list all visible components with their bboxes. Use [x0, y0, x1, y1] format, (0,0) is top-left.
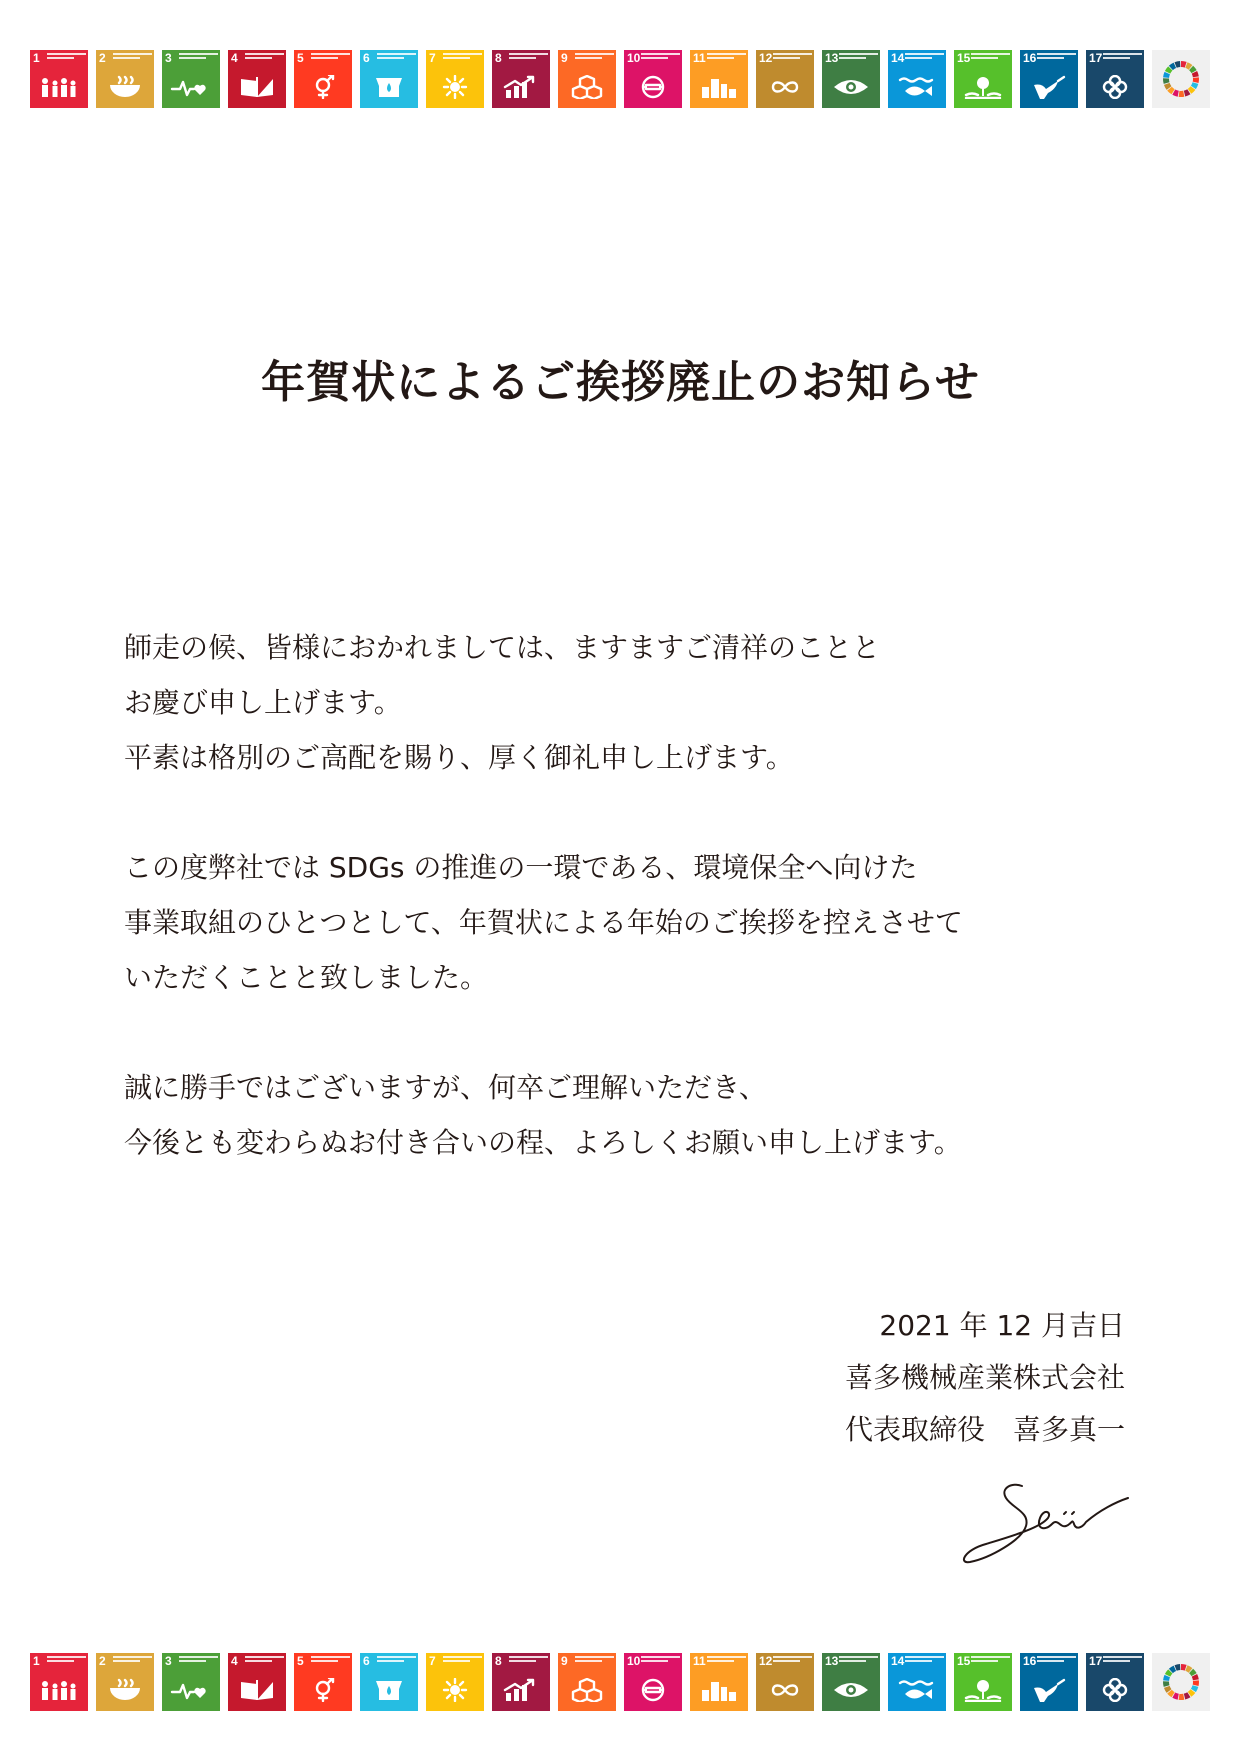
sdg-goal-number: 9: [561, 51, 568, 65]
sdg-goal-number: 15: [957, 51, 971, 65]
handwritten-signature: [960, 1478, 1130, 1568]
sdg-goal-tile: [690, 50, 748, 108]
sdg-goal-tile: [1086, 50, 1144, 108]
sdg-goal-tile: [360, 50, 418, 108]
closing-paragraph: [124, 1060, 1124, 1170]
sdg-goal-tile: [558, 50, 616, 108]
sdg-goal-tile: [162, 1653, 220, 1711]
company-name: 喜多機械産業株式会社: [844, 1361, 1125, 1394]
sdg-goal-tile: [954, 1653, 1012, 1711]
sdg-goal-tile: [1086, 1653, 1144, 1711]
sdg-goal-number: 15: [957, 1654, 971, 1668]
sdg-goal-number: 13: [825, 51, 839, 65]
letter-closing: [845, 1300, 1125, 1456]
sdg-goal-number: 1: [33, 1654, 40, 1668]
letter-date: 2021 年 12 月吉日: [879, 1309, 1125, 1342]
sdg-goal-number: 3: [165, 1654, 172, 1668]
tree-icon: [954, 1671, 1012, 1708]
sdg-goal-tile: [756, 50, 814, 108]
signatory-name: 代表取締役 喜多真一: [844, 1413, 1125, 1446]
dove-icon: [1020, 68, 1078, 105]
sdg-goal-number: 14: [891, 1654, 905, 1668]
gender-equality-icon: [294, 1671, 352, 1708]
sdg-goal-tile: [822, 50, 880, 108]
eye-globe-icon: [822, 1671, 880, 1708]
sdg-goal-tile: [426, 50, 484, 108]
sdg-goal-tile: [30, 1653, 88, 1711]
sdg-goal-number: 4: [231, 51, 238, 65]
sdg-banner-top: [30, 50, 1218, 108]
page-title: 年賀状によるご挨拶廃止のお知らせ: [261, 357, 980, 408]
water-drop-icon: [360, 68, 418, 105]
heartbeat-icon: [162, 1671, 220, 1708]
sdg-goal-number: 5: [297, 51, 304, 65]
body-line: 誠に勝手ではございますが、何卒ご理解いただき、: [124, 1071, 767, 1104]
sdg-goal-tile: [360, 1653, 418, 1711]
sdg-goal-number: 7: [429, 51, 436, 65]
sdg-goal-tile: [624, 1653, 682, 1711]
sdg-goal-tile: [228, 1653, 286, 1711]
growth-chart-icon: [492, 68, 550, 105]
city-buildings-icon: [690, 68, 748, 105]
sdg-goal-tile: [690, 1653, 748, 1711]
sun-icon: [426, 1671, 484, 1708]
cubes-icon: [558, 68, 616, 105]
body-line: お慶び申し上げます。: [124, 686, 402, 719]
sdg-goal-number: 12: [759, 51, 773, 65]
sdg-goal-number: 6: [363, 51, 370, 65]
sdg-goal-tile: [426, 1653, 484, 1711]
sdg-goal-number: 11: [693, 1654, 706, 1668]
water-drop-icon: [360, 1671, 418, 1708]
equality-arrows-icon: [624, 68, 682, 105]
sdg-goal-number: 2: [99, 51, 106, 65]
sdg-goal-number: 16: [1023, 51, 1037, 65]
sdg-goal-number: 2: [99, 1654, 106, 1668]
dove-icon: [1020, 1671, 1078, 1708]
sdg-goal-tile: [1020, 1653, 1078, 1711]
announcement-paragraph: [124, 840, 1124, 1005]
sdg-goal-number: 3: [165, 51, 172, 65]
family-icon: [30, 1671, 88, 1708]
sdg-goal-tile: [756, 1653, 814, 1711]
gender-equality-icon: [294, 68, 352, 105]
sdg-goal-number: 17: [1089, 1654, 1103, 1668]
body-line: 事業取組のひとつとして、年賀状による年始のご挨拶を控えさせて: [124, 906, 963, 939]
body-line: いただくことと致しました。: [124, 961, 489, 994]
infinity-icon: [756, 1671, 814, 1708]
sdg-goal-tile: [492, 50, 550, 108]
tree-icon: [954, 68, 1012, 105]
flower-rings-icon: [1086, 1671, 1144, 1708]
sdg-goal-number: 10: [627, 51, 641, 65]
sdg-goal-number: 11: [693, 51, 706, 65]
sdg-goal-number: 14: [891, 51, 905, 65]
sun-icon: [426, 68, 484, 105]
sdg-goal-number: 17: [1089, 51, 1103, 65]
infinity-icon: [756, 68, 814, 105]
body-line: 今後とも変わらぬお付き合いの程、よろしくお願い申し上げます。: [124, 1126, 962, 1159]
sdg-goal-number: 8: [495, 51, 502, 65]
sdg-goal-tile: [492, 1653, 550, 1711]
sdg-goal-number: 6: [363, 1654, 370, 1668]
fish-icon: [888, 68, 946, 105]
sdg-wheel-icon: [1152, 50, 1210, 108]
cubes-icon: [558, 1671, 616, 1708]
sdg-goal-number: 16: [1023, 1654, 1037, 1668]
sdg-goal-number: 12: [759, 1654, 773, 1668]
growth-chart-icon: [492, 1671, 550, 1708]
heartbeat-icon: [162, 68, 220, 105]
sdg-goal-number: 4: [231, 1654, 238, 1668]
sdg-goal-tile: [888, 50, 946, 108]
sdg-goal-number: 9: [561, 1654, 568, 1668]
sdg-goal-tile: [162, 50, 220, 108]
equality-arrows-icon: [624, 1671, 682, 1708]
body-line: この度弊社では SDGs の推進の一環である、環境保全へ向けた: [124, 851, 918, 884]
sdg-goal-tile: [954, 50, 1012, 108]
sdg-goal-tile: [888, 1653, 946, 1711]
family-icon: [30, 68, 88, 105]
greeting-paragraph: [124, 620, 1124, 785]
sdg-banner-bottom: [30, 1653, 1218, 1711]
bowl-icon: [96, 68, 154, 105]
sdg-goal-number: 13: [825, 1654, 839, 1668]
sdg-goal-tile: [558, 1653, 616, 1711]
sdg-goal-number: 7: [429, 1654, 436, 1668]
sdg-goal-tile: [294, 50, 352, 108]
flower-rings-icon: [1086, 68, 1144, 105]
sdg-goal-tile: [228, 50, 286, 108]
sdg-wheel-icon: [1152, 1653, 1210, 1711]
sdg-goal-number: 1: [33, 51, 40, 65]
city-buildings-icon: [690, 1671, 748, 1708]
sdg-goal-tile: [30, 50, 88, 108]
sdg-goal-tile: [96, 50, 154, 108]
body-line: 師走の候、皆様におかれましては、ますますご清祥のことと: [124, 631, 881, 664]
body-line: 平素は格別のご高配を賜り、厚く御礼申し上げます。: [124, 741, 794, 774]
sdg-goal-number: 8: [495, 1654, 502, 1668]
eye-globe-icon: [822, 68, 880, 105]
sdg-goal-tile: [294, 1653, 352, 1711]
sdg-goal-number: 5: [297, 1654, 304, 1668]
sdg-goal-tile: [96, 1653, 154, 1711]
sdg-goal-tile: [822, 1653, 880, 1711]
sdg-goal-tile: [624, 50, 682, 108]
sdg-goal-tile: [1020, 50, 1078, 108]
fish-icon: [888, 1671, 946, 1708]
letter-body: [124, 620, 1124, 1225]
bowl-icon: [96, 1671, 154, 1708]
book-icon: [228, 68, 286, 105]
book-icon: [228, 1671, 286, 1708]
sdg-goal-number: 10: [627, 1654, 641, 1668]
